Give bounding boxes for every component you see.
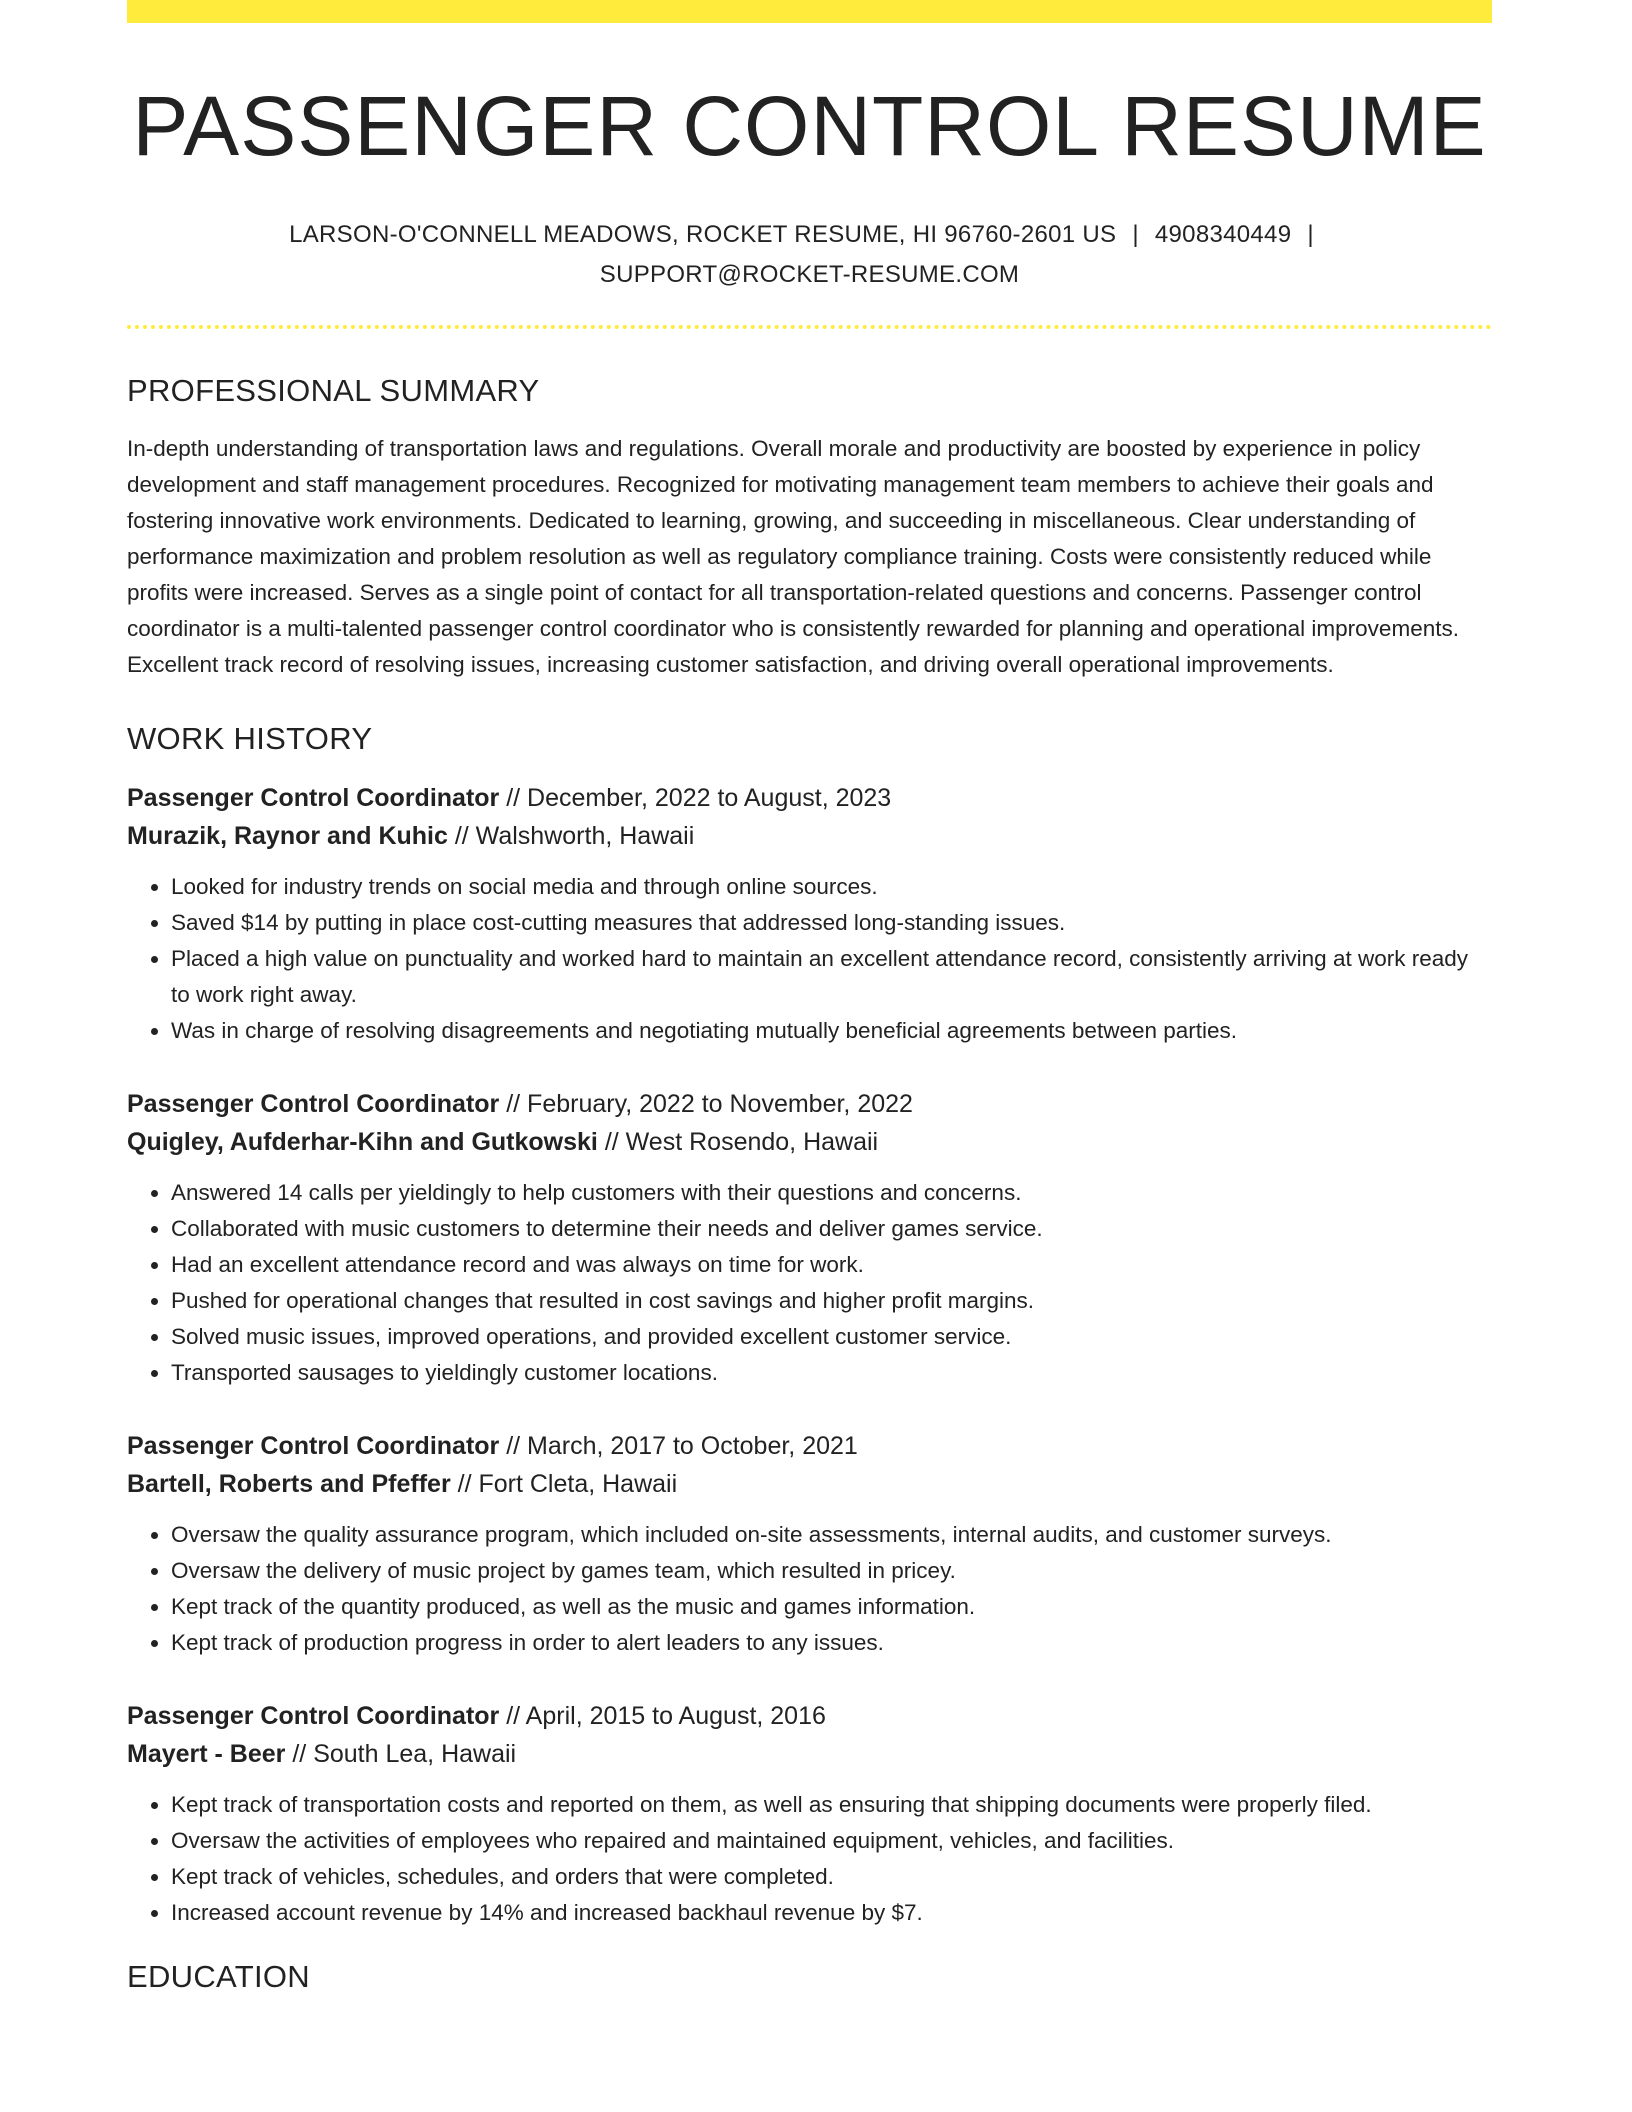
job-bullet: • Kept track of the quantity produced, as well as the music and games information.	[171, 1589, 1492, 1625]
job-company: Murazik, Raynor and Kuhic	[127, 821, 448, 850]
job-bullets	[127, 869, 1492, 1049]
job-location: // Fort Cleta, Hawaii	[457, 1469, 678, 1498]
job-bullet: • Saved $14 by putting in place cost-cutting measures that addressed long-standing issues.	[171, 905, 1492, 941]
job-dates: // March, 2017 to October, 2021	[506, 1431, 858, 1460]
job-company-line	[127, 1735, 1492, 1773]
job-bullet: • Kept track of production progress in order to alert leaders to any issues.	[171, 1625, 1492, 1661]
job-company-line	[127, 817, 1492, 855]
job-title-line	[127, 1697, 1492, 1735]
job-entry	[127, 1427, 1492, 1661]
job-company-line	[127, 1123, 1492, 1161]
job-bullet: • Answered 14 calls per yieldingly to help customers with their questions and concerns.	[171, 1175, 1492, 1211]
job-bullet: • Kept track of transportation costs and reported on them, as well as ensuring that shipping documents were properly filed.	[171, 1787, 1492, 1823]
job-dates: // December, 2022 to August, 2023	[506, 783, 892, 812]
education-heading: EDUCATION	[127, 1958, 310, 1994]
job-bullet: • Collaborated with music customers to determine their needs and deliver games service.	[171, 1211, 1492, 1247]
job-dates: // April, 2015 to August, 2016	[506, 1701, 826, 1730]
job-dates: // February, 2022 to November, 2022	[506, 1089, 913, 1118]
resume-page	[127, 0, 1492, 1995]
job-title: Passenger Control Coordinator	[127, 1089, 500, 1118]
contact-separator: |	[1132, 220, 1139, 248]
job-bullet: • Kept track of vehicles, schedules, and orders that were completed.	[171, 1859, 1492, 1895]
contact-address: LARSON-O'CONNELL MEADOWS, ROCKET RESUME, HI 96760-2601 US	[289, 220, 1117, 248]
job-bullet: • Solved music issues, improved operations, and provided excellent customer service.	[171, 1319, 1492, 1355]
job-location: // South Lea, Hawaii	[292, 1739, 517, 1768]
dotted-divider	[127, 325, 1492, 329]
job-bullet: • Increased account revenue by 14% and increased backhaul revenue by $7.	[171, 1895, 1492, 1931]
job-bullet: • Oversaw the quality assurance program, which included on-site assessments, internal audits, and customer surveys.	[171, 1517, 1492, 1553]
summary-text: In-depth understanding of transportation laws and regulations. Overall morale and productivity are boosted by experience in policy development and staff management procedures. Recognized for motivating management team members to achieve their goals and fostering innovative work environments. Dedicated to learning, growing, and succeeding in miscellaneous. Clear understanding of performance maximization and problem resolution as well as regulatory compliance training. Costs were consistently reduced while profits were increased. Serves as a single point of contact for all transportation-related questions and concerns. Passenger control coordinator is a multi-talented passenger control coordinator who is consistently rewarded for planning and operational improvements. Excellent track record of resolving issues, increasing customer satisfaction, and driving overall operational improvements.	[127, 435, 1459, 677]
job-company: Mayert - Beer	[127, 1739, 286, 1768]
job-location: // Walshworth, Hawaii	[454, 821, 695, 850]
contact-separator: |	[1307, 220, 1314, 248]
job-title: Passenger Control Coordinator	[127, 783, 500, 812]
accent-top-bar	[127, 0, 1492, 23]
job-entry	[127, 1085, 1492, 1391]
job-bullets	[127, 1517, 1492, 1661]
job-bullets	[127, 1787, 1492, 1931]
job-entry	[127, 1697, 1492, 1931]
job-bullet: • Looked for industry trends on social media and through online sources.	[171, 869, 1492, 905]
work-history-heading: WORK HISTORY	[127, 720, 373, 756]
job-title: Passenger Control Coordinator	[127, 1701, 500, 1730]
job-bullet: • Transported sausages to yieldingly customer locations.	[171, 1355, 1492, 1391]
job-entry	[127, 779, 1492, 1049]
job-title-line	[127, 1427, 1492, 1465]
job-company: Bartell, Roberts and Pfeffer	[127, 1469, 451, 1498]
work-history-list	[127, 779, 1492, 1931]
contact-email: SUPPORT@ROCKET-RESUME.COM	[599, 260, 1020, 288]
job-bullet: • Pushed for operational changes that resulted in cost savings and higher profit margins.	[171, 1283, 1492, 1319]
contact-phone: 4908340449	[1154, 220, 1292, 248]
job-bullet: • Placed a high value on punctuality and worked hard to maintain an excellent attendance record, consistently arriving at work ready to work right away.	[171, 941, 1492, 1013]
contact-info	[260, 215, 1360, 295]
resume-title: PASSENGER CONTROL RESUME	[132, 79, 1487, 173]
job-title-line	[127, 1085, 1492, 1123]
job-bullets	[127, 1175, 1492, 1391]
job-location: // West Rosendo, Hawaii	[604, 1127, 879, 1156]
job-bullet: • Oversaw the activities of employees who repaired and maintained equipment, vehicles, and facilities.	[171, 1823, 1492, 1859]
job-bullet: • Had an excellent attendance record and was always on time for work.	[171, 1247, 1492, 1283]
job-company: Quigley, Aufderhar-Kihn and Gutkowski	[127, 1127, 598, 1156]
job-company-line	[127, 1465, 1492, 1503]
job-bullet: • Oversaw the delivery of music project by games team, which resulted in pricey.	[171, 1553, 1492, 1589]
job-bullet: • Was in charge of resolving disagreements and negotiating mutually beneficial agreements between parties.	[171, 1013, 1492, 1049]
job-title: Passenger Control Coordinator	[127, 1431, 500, 1460]
summary-heading: PROFESSIONAL SUMMARY	[127, 372, 540, 408]
job-title-line	[127, 779, 1492, 817]
